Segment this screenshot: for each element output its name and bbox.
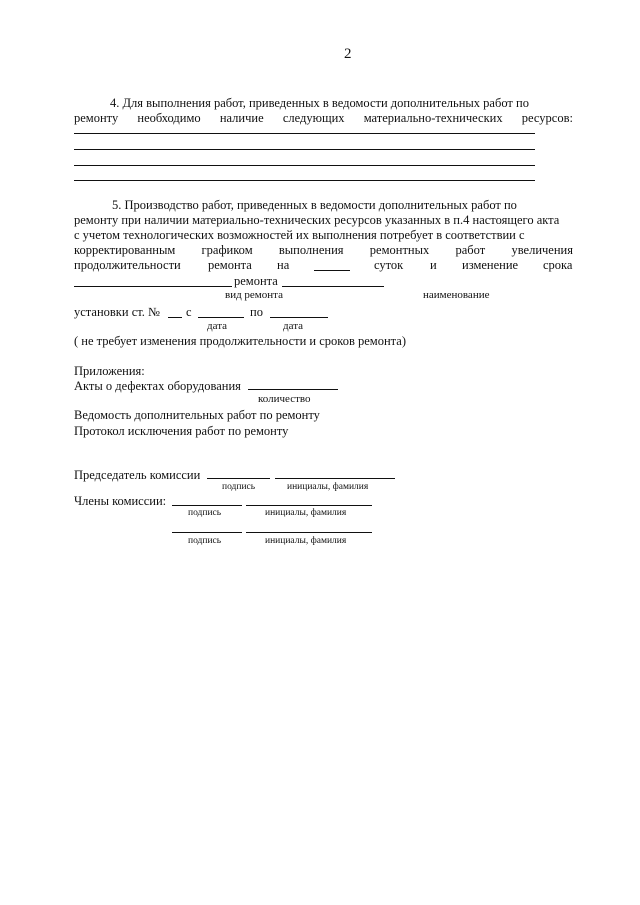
word: срока bbox=[543, 258, 573, 272]
label-data: дата bbox=[283, 320, 304, 332]
member1-name-line[interactable] bbox=[246, 505, 372, 506]
label-initials: инициалы, фамилия bbox=[265, 536, 347, 546]
section4-line2 bbox=[74, 111, 573, 125]
word: наличие bbox=[219, 111, 264, 125]
word: необходимо bbox=[137, 111, 201, 125]
word: ресурсов: bbox=[521, 111, 573, 125]
label-podpis: подпись bbox=[222, 482, 256, 492]
section4-line1: 4. Для выполнения работ, приведенных в ведомости дополнительных работ по bbox=[110, 96, 529, 110]
word: выполнения bbox=[278, 243, 344, 257]
section5-line4 bbox=[74, 243, 573, 257]
section5-line1: 5. Производство работ, приведенных в ведомости дополнительных работ по bbox=[112, 198, 517, 212]
section5-line3: с учетом технологических возможностей их выполнения потребует в соответствии с bbox=[74, 228, 525, 242]
chairman-name-line[interactable] bbox=[275, 478, 395, 479]
station-number-blank[interactable] bbox=[168, 317, 182, 318]
word: продолжительности bbox=[74, 258, 181, 272]
member2-signature-line[interactable] bbox=[172, 532, 242, 533]
label-initials: инициалы, фамилия bbox=[287, 482, 369, 492]
member1-signature-line[interactable] bbox=[172, 505, 242, 506]
section5-note: ( не требует изменения продолжительности и сроков ремонта) bbox=[74, 334, 406, 348]
label-initials: инициалы, фамилия bbox=[265, 508, 347, 518]
label-vid-remonta: вид ремонта bbox=[225, 289, 283, 301]
fill-line[interactable] bbox=[74, 133, 535, 134]
word: работ bbox=[455, 243, 486, 257]
members-label: Члены комиссии: bbox=[74, 494, 167, 508]
attachment-defect-acts: Акты о дефектах оборудования bbox=[74, 379, 241, 393]
ustanovki-text: установки ст. № bbox=[74, 305, 160, 319]
word: увеличения bbox=[511, 243, 573, 257]
word: графиком bbox=[201, 243, 253, 257]
quantity-blank[interactable] bbox=[248, 389, 338, 390]
attachment-exclusion-protocol: Протокол исключения работ по ремонту bbox=[74, 424, 289, 438]
label-data: дата bbox=[207, 320, 228, 332]
word: ремонтных bbox=[369, 243, 430, 257]
fill-line[interactable] bbox=[74, 149, 535, 150]
date-to-blank[interactable] bbox=[270, 317, 328, 318]
word: суток bbox=[374, 258, 404, 272]
page-number: 2 bbox=[344, 46, 352, 62]
s-text: с bbox=[186, 305, 192, 319]
chairman-signature-line[interactable] bbox=[207, 478, 270, 479]
word: и bbox=[430, 258, 437, 272]
word: ремонту bbox=[74, 111, 119, 125]
word: материально-технических bbox=[363, 111, 503, 125]
section5-line2: ремонту при наличии материально-технических ресурсов указанных в п.4 настоящего акта bbox=[74, 213, 560, 227]
name-blank[interactable] bbox=[282, 286, 384, 287]
word: изменение bbox=[462, 258, 519, 272]
member2-name-line[interactable] bbox=[246, 532, 372, 533]
label-podpis: подпись bbox=[188, 508, 222, 518]
label-kolichestvo: количество bbox=[258, 393, 311, 405]
word: ремонта bbox=[208, 258, 252, 272]
attachment-extra-works: Ведомость дополнительных работ по ремонту bbox=[74, 408, 320, 422]
po-text: по bbox=[250, 305, 263, 319]
date-from-blank[interactable] bbox=[198, 317, 244, 318]
repair-type-blank[interactable] bbox=[74, 286, 232, 287]
fill-line[interactable] bbox=[74, 180, 535, 181]
label-naimenovanie: наименование bbox=[423, 289, 490, 301]
word: корректированным bbox=[74, 243, 176, 257]
fill-line[interactable] bbox=[74, 165, 535, 166]
chairman-label: Председатель комиссии bbox=[74, 468, 201, 482]
attachments-heading: Приложения: bbox=[74, 364, 145, 378]
label-podpis: подпись bbox=[188, 536, 222, 546]
word: на bbox=[277, 258, 290, 272]
word: следующих bbox=[282, 111, 345, 125]
days-blank[interactable] bbox=[314, 270, 350, 271]
remonta-word: ремонта bbox=[234, 274, 278, 288]
